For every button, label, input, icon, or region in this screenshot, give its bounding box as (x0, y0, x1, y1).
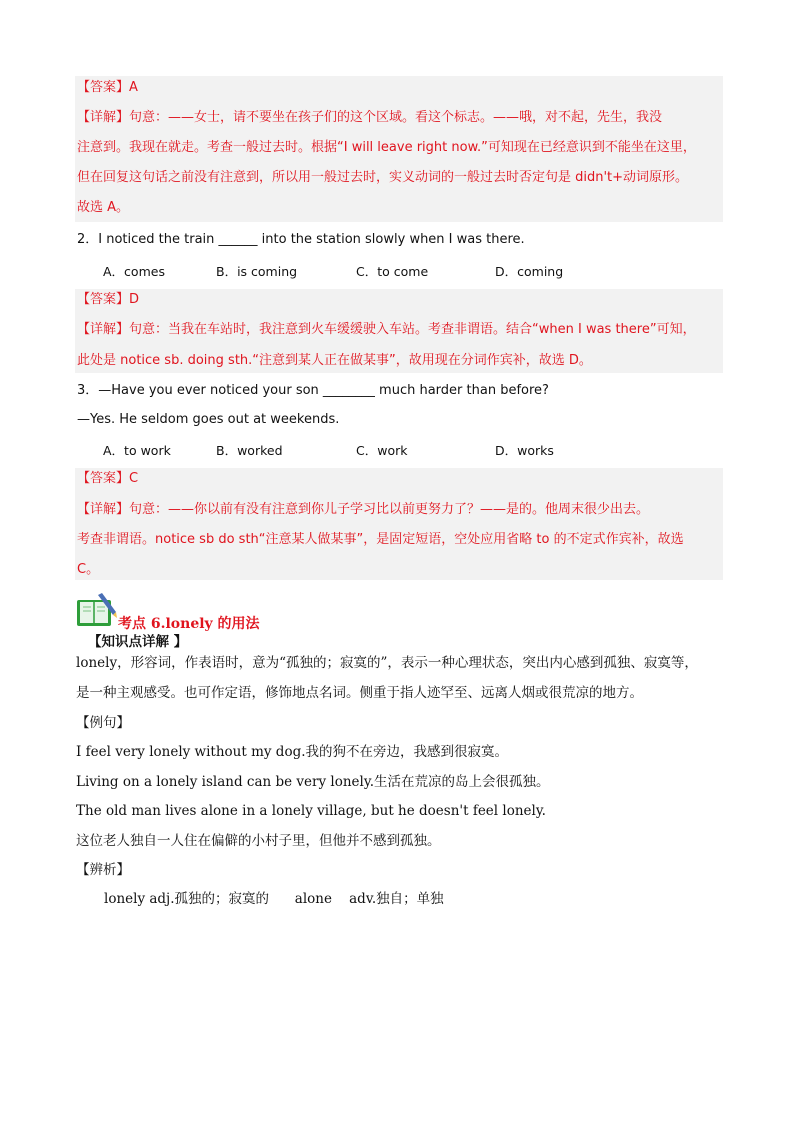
example-sentence: The old man lives alone in a lonely village, but he doesn't feel lonely. (76, 803, 546, 819)
q2-explain-line: 此处是 notice sb. doing sth.“注意到某人正在做某事”，故用现在分词作宾补，故选 D。 (77, 353, 592, 368)
q3-stem: 3．—Have you ever noticed your son ________ much harder than before? (77, 383, 549, 398)
section-subheading: 【知识点详解 】 (88, 634, 188, 650)
book-pencil-icon (76, 592, 120, 628)
body-line: 是一种主观感受。也可作定语，修饰地点名词。侧重于指人迹罕至、远离人烟或很荒凉的地方。 (76, 685, 643, 701)
q3-option-d: D．works (495, 443, 554, 458)
q3-explain-line: C。 (77, 562, 100, 577)
example-sentence: Living on a lonely island can be very lonely.生活在荒凉的岛上会很孤独。 (76, 774, 550, 790)
example-sentence: I feel very lonely without my dog.我的狗不在旁边，我感到很寂寞。 (76, 744, 509, 760)
answer-box-q3 (75, 468, 723, 580)
analysis-label: 【辨析】 (76, 862, 130, 878)
q1-explain-line: 故选 A。 (77, 200, 130, 215)
analysis-line: lonely adj.孤独的；寂寞的 alone adv.独自；单独 (104, 891, 444, 907)
q3-option-b: B．worked (216, 443, 283, 458)
body-line: lonely，形容词，作表语时，意为“孤独的；寂寞的”，表示一种心理状态，突出内心感到孤独、寂寞等， (76, 655, 698, 671)
q1-explain-line: 注意到。我现在就走。考查一般过去时。根据“I will leave right now.”可知现在已经意识到不能坐在这里， (77, 140, 696, 155)
q1-explain-line: 【详解】句意：——女士，请不要坐在孩子们的这个区域。看这个标志。——哦，对不起，先生，我没 (77, 110, 663, 125)
q3-stem: —Yes. He seldom goes out at weekends. (77, 412, 340, 427)
q3-explain-line: 考查非谓语。notice sb do sth“注意某人做某事”，是固定短语，空处应用省略 to 的不定式作宾补，故选 (77, 532, 684, 547)
q2-explain-line: 【详解】句意：当我在车站时，我注意到火车缓缓驶入车站。考查非谓语。结合“when I was there”可知， (77, 322, 696, 337)
q3-answer: 【答案】C (77, 471, 139, 486)
q1-explain-line: 但在回复这句话之前没有注意到，所以用一般过去时，实义动词的一般过去时否定句是 didn't+动词原形。 (77, 170, 689, 185)
section-heading: 考点 6.lonely 的用法 (118, 616, 260, 632)
example-sentence: 这位老人独自一人住在偏僻的小村子里，但他并不感到孤独。 (76, 833, 441, 849)
q2-answer: 【答案】D (77, 292, 140, 307)
q2-option-c: C．to come (356, 264, 429, 279)
q3-option-a: A．to work (103, 443, 171, 458)
q3-explain-line: 【详解】句意：——你以前有没有注意到你儿子学习比以前更努力了？——是的。他周末很少出去。 (77, 502, 650, 517)
q2-option-d: D．coming (495, 264, 564, 279)
example-label: 【例句】 (76, 715, 130, 731)
q1-answer: 【答案】A (77, 80, 138, 95)
q2-stem: 2．I noticed the train ______ into the station slowly when I was there. (77, 232, 525, 247)
q2-option-b: B．is coming (216, 264, 298, 279)
q3-option-c: C．work (356, 443, 408, 458)
q2-option-a: A．comes (103, 264, 165, 279)
